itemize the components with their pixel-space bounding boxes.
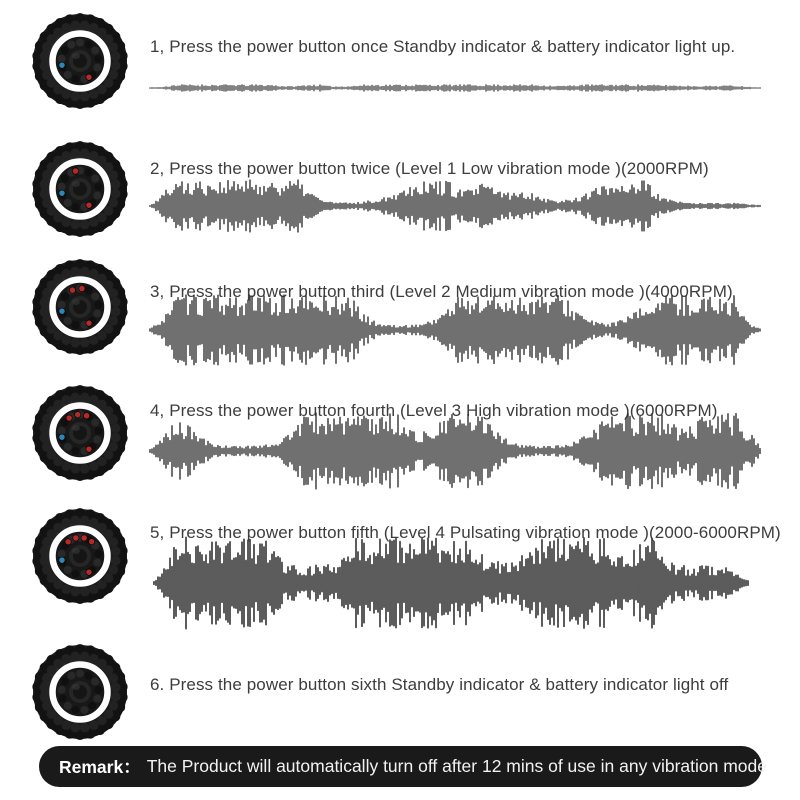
massage-ball-image bbox=[28, 382, 132, 486]
vibration-waveform-level2 bbox=[148, 292, 764, 368]
vibration-waveform-level3 bbox=[148, 411, 764, 491]
step-5-text: 5, Press the power button fifth (Level 4 Pulsating vibration mode )(2000-6000RPM) bbox=[150, 523, 781, 542]
step-2-text: 2, Press the power button twice (Level 1 Low vibration mode )(2000RPM) bbox=[150, 159, 709, 178]
step-6-text: 6. Press the power button sixth Standby indicator & battery indicator light off bbox=[150, 675, 729, 694]
massage-ball-image bbox=[28, 10, 132, 114]
remark-text: The Product will automatically turn off after 12 mins of use in any vibration mode bbox=[146, 756, 767, 776]
vibration-waveform-level4 bbox=[152, 534, 752, 632]
step-4-text: 4, Press the power button fourth (Level 3 High vibration mode )(6000RPM) bbox=[150, 401, 718, 420]
massage-ball-image bbox=[28, 641, 132, 745]
remark-banner bbox=[39, 746, 767, 787]
step-1-text: 1, Press the power button once Standby indicator & battery indicator light up. bbox=[150, 37, 736, 56]
vibration-waveform-standby bbox=[148, 78, 764, 98]
step-3-text: 3, Press the power button third (Level 2 Medium vibration mode )(4000RPM) bbox=[150, 282, 733, 301]
vibration-waveform-level1 bbox=[148, 177, 764, 235]
remark-label: Remark： bbox=[59, 757, 141, 777]
massage-ball-image bbox=[28, 138, 132, 242]
massage-ball-image bbox=[28, 505, 132, 609]
massage-ball-image bbox=[28, 256, 132, 360]
